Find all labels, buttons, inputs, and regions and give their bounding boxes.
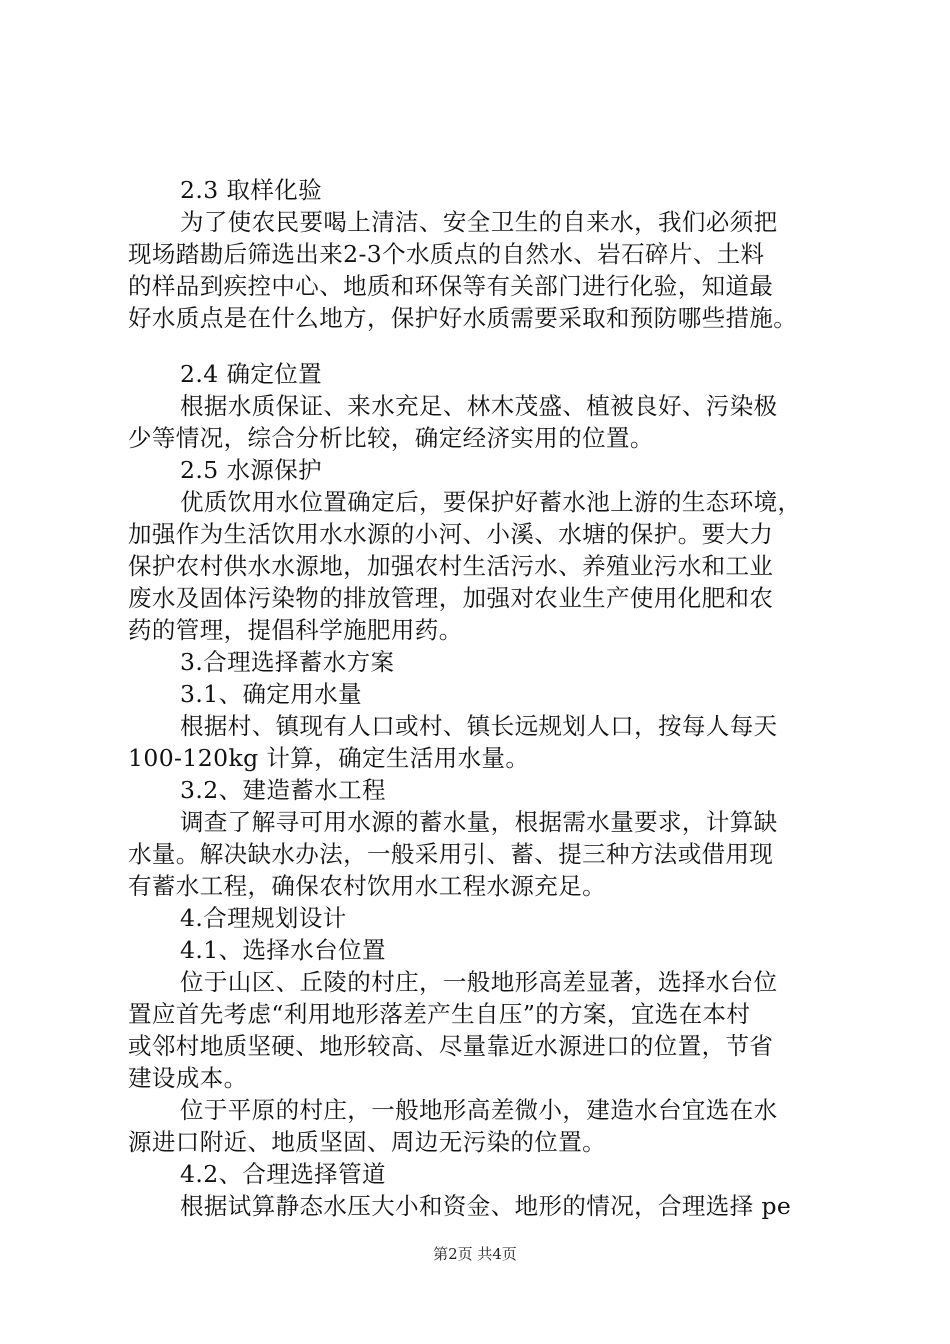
section-heading: 3.1、确定用水量 bbox=[180, 680, 362, 708]
page-number-footer: 第2页 共4页 bbox=[433, 1245, 517, 1263]
section-heading: 2.3 取样化验 bbox=[180, 176, 323, 204]
paragraph-line: 根据村、镇现有人口或村、镇长远规划人口，按每人每天 bbox=[180, 712, 778, 740]
paragraph-line: 优质饮用水位置确定后，要保护好蓄水池上游的生态环境， bbox=[180, 488, 802, 516]
paragraph-line: 水量。解决缺水办法，一般采用引、蓄、提三种方法或借用现 bbox=[128, 840, 774, 868]
paragraph-line: 的样品到疾控中心、地质和环保等有关部门进行化验，知道最 bbox=[128, 272, 774, 300]
paragraph-line: 保护农村供水水源地，加强农村生活污水、养殖业污水和工业 bbox=[128, 552, 774, 580]
document-body bbox=[128, 174, 838, 1222]
section-heading: 3.2、建造蓄水工程 bbox=[180, 776, 386, 804]
section-heading: 3.合理选择蓄水方案 bbox=[180, 648, 395, 676]
paragraph-line: 100-120kg 计算，确定生活用水量。 bbox=[128, 744, 530, 772]
paragraph-line: 源进口附近、地质坚固、周边无污染的位置。 bbox=[128, 1128, 606, 1156]
paragraph-line: 位于平原的村庄，一般地形高差微小，建造水台宜选在水 bbox=[180, 1096, 778, 1124]
paragraph-line: 根据试算静态水压大小和资金、地形的情况，合理选择 pe bbox=[180, 1192, 792, 1220]
paragraph-line: 有蓄水工程，确保农村饮用水工程水源充足。 bbox=[128, 872, 606, 900]
paragraph-line: 根据水质保证、来水充足、林木茂盛、植被良好、污染极 bbox=[180, 392, 778, 420]
section-heading: 2.5 水源保护 bbox=[180, 456, 323, 484]
section-heading: 4.2、合理选择管道 bbox=[180, 1160, 386, 1188]
paragraph-line: 调查了解寻可用水源的蓄水量，根据需水量要求，计算缺 bbox=[180, 808, 778, 836]
section-heading: 4.合理规划设计 bbox=[180, 904, 347, 932]
paragraph-line: 建设成本。 bbox=[128, 1064, 248, 1092]
section-heading: 2.4 确定位置 bbox=[180, 360, 323, 388]
paragraph-line: 少等情况，综合分析比较，确定经济实用的位置。 bbox=[128, 424, 654, 452]
paragraph-line: 位于山区、丘陵的村庄，一般地形高差显著，选择水台位 bbox=[180, 968, 778, 996]
paragraph-gap bbox=[128, 334, 838, 358]
paragraph-line: 为了使农民要喝上清洁、安全卫生的自来水，我们必须把 bbox=[180, 208, 778, 236]
paragraph-line: 废水及固体污染物的排放管理，加强对农业生产使用化肥和农 bbox=[128, 584, 774, 612]
paragraph-line: 或邻村地质坚硬、地形较高、尽量靠近水源进口的位置，节省 bbox=[128, 1032, 774, 1060]
section-heading: 4.1、选择水台位置 bbox=[180, 936, 386, 964]
paragraph-line: 加强作为生活饮用水水源的小河、小溪、水塘的保护。要大力 bbox=[128, 520, 774, 548]
paragraph-line: 置应首先考虑“利用地形落差产生自压”的方案，宜选在本村 bbox=[128, 1000, 751, 1028]
paragraph-line: 药的管理，提倡科学施肥用药。 bbox=[128, 616, 463, 644]
paragraph-line: 好水质点是在什么地方，保护好水质需要采取和预防哪些措施。 bbox=[128, 304, 798, 332]
paragraph-line: 现场踏勘后筛选出来2-3个水质点的自然水、岩石碎片、土料 bbox=[128, 240, 765, 268]
